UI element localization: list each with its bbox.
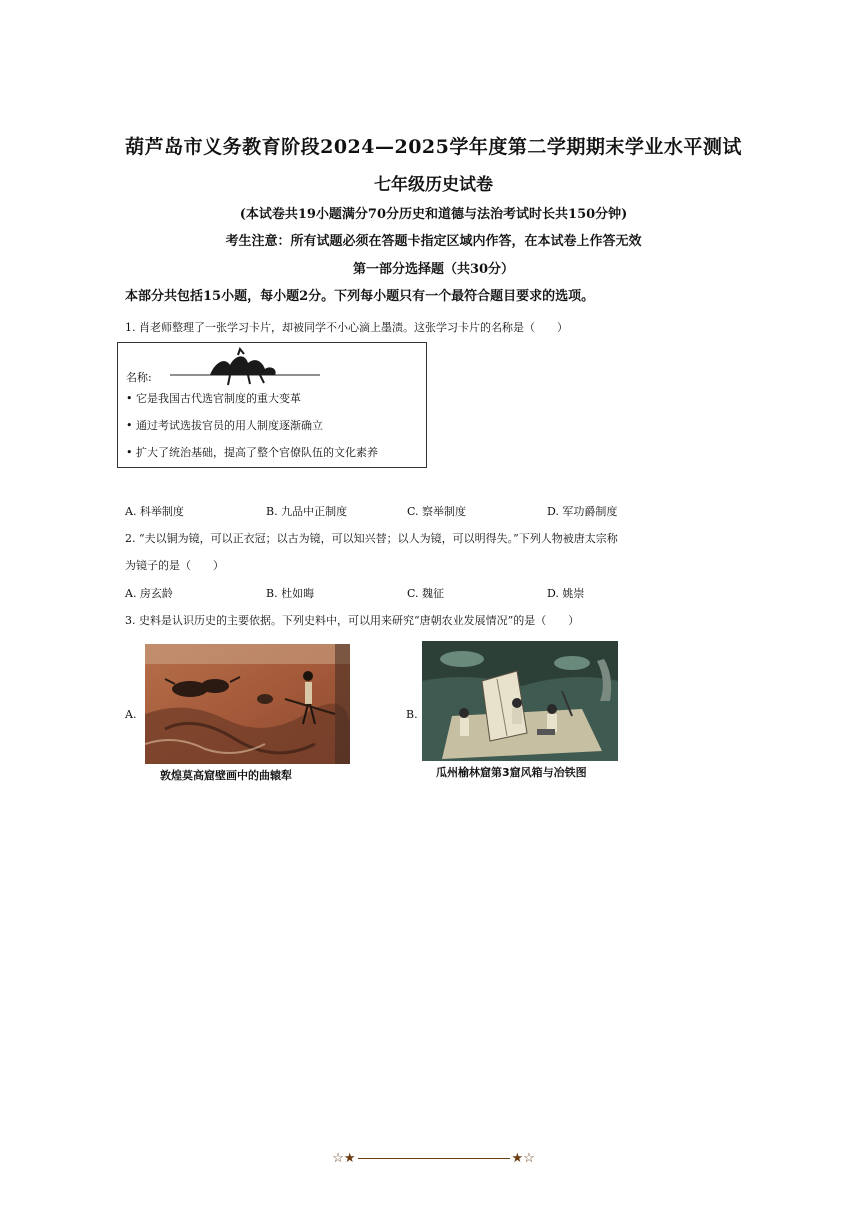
q2-option-a[interactable]: A. 房玄龄: [125, 587, 173, 600]
footer-stars-right-icon: ★☆: [511, 1151, 535, 1166]
footer-stars-left-icon: ☆★: [332, 1151, 356, 1166]
q1-option-a[interactable]: A. 科举制度: [125, 505, 184, 518]
study-card: [117, 342, 427, 468]
section-heading: 第一部分选择题（共30分）: [352, 262, 515, 277]
q1-option-d[interactable]: D. 军功爵制度: [547, 505, 618, 518]
card-bullet-2: • 通过考试选拔官员的用人制度逐渐确立: [126, 419, 323, 432]
q3-option-b-letter[interactable]: B.: [406, 708, 418, 721]
section-instructions: 本部分共包括15小题，每小题2分。下列每小题只有一个最符合题目要求的选项。: [125, 289, 595, 304]
question-3-stem: 3. 史料是认识历史的主要依据。下列史料中，可以用来研究“唐朝农业发展情况”的是（ ）: [125, 614, 580, 627]
ink-blot-icon: [170, 347, 320, 387]
q1-option-c[interactable]: C. 察举制度: [407, 505, 467, 518]
footer-divider: [358, 1158, 510, 1159]
card-bullet-1: • 它是我国古代选官制度的重大变革: [126, 392, 301, 405]
card-bullet-3: • 扩大了统治基础，提高了整个官僚队伍的文化素养: [126, 446, 378, 459]
bellows-ironworking-image[interactable]: [422, 641, 618, 761]
question-1-stem: 1. 肖老师整理了一张学习卡片，却被同学不小心滴上墨渍。这张学习卡片的名称是（ ）: [125, 321, 568, 334]
q2-option-b[interactable]: B. 杜如晦: [266, 587, 315, 600]
page-footer-ornament: [0, 1151, 867, 1166]
q2-option-d[interactable]: D. 姚崇: [547, 587, 585, 600]
q3-option-a-letter[interactable]: A.: [125, 708, 137, 721]
q3-option-a-caption: 敦煌莫高窟壁画中的曲辕犁: [160, 769, 292, 782]
q1-option-b[interactable]: B. 九品中正制度: [266, 505, 348, 518]
exam-info: (本试卷共19小题满分70分历史和道德与法治考试时长共150分钟): [239, 207, 628, 222]
question-2-stem-line2: 为镜子的是（ ）: [125, 559, 224, 572]
mural-curved-plow-image[interactable]: [145, 644, 350, 764]
exam-notice: 考生注意：所有试题必须在答题卡指定区域内作答，在本试卷上作答无效: [225, 234, 642, 249]
exam-subject-title: 七年级历史试卷: [374, 175, 493, 195]
q3-option-b-caption: 瓜州榆林窟第3窟风箱与冶铁图: [436, 766, 587, 779]
exam-title: 葫芦岛市义务教育阶段2024—2025学年度第二学期期末学业水平测试: [125, 136, 742, 158]
card-name-label: 名称:: [126, 371, 152, 384]
q2-option-c[interactable]: C. 魏征: [407, 587, 445, 600]
question-2-stem-line1: 2. “夫以铜为镜，可以正衣冠；以古为镜，可以知兴替；以人为镜，可以明得失。”下列人物被唐太宗称: [125, 532, 618, 545]
